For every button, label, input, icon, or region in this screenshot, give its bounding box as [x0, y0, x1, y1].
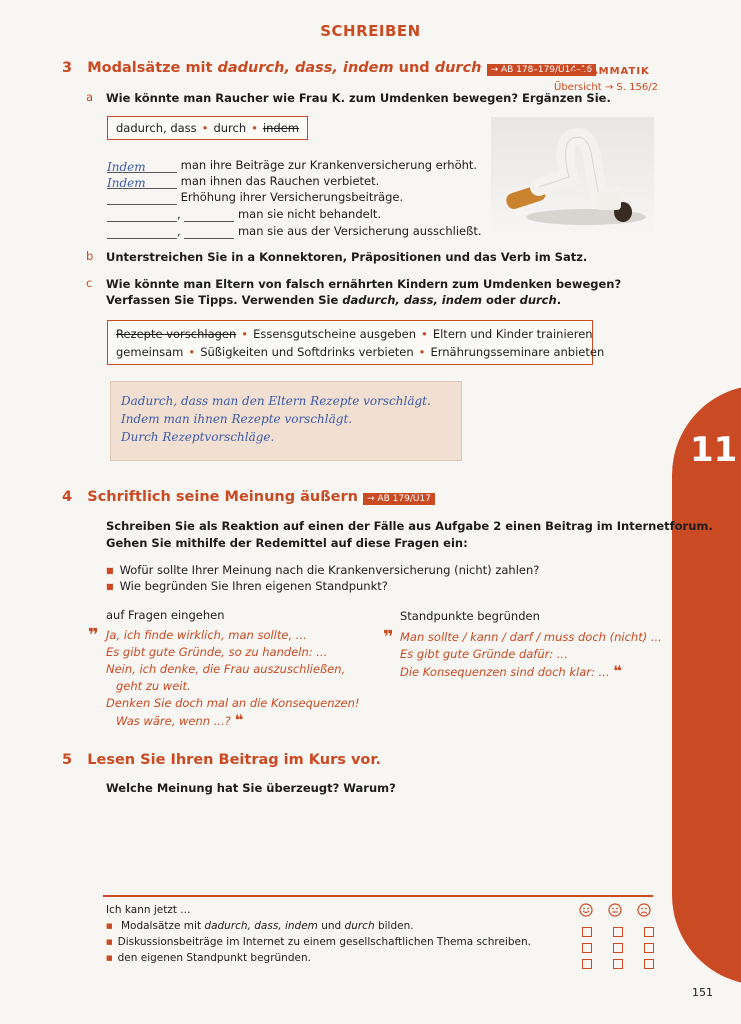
smiley-sad-icon [637, 902, 651, 921]
ex3-number: 3 [62, 60, 73, 76]
fill-line-3: Erhöhung ihrer Versicherungsbeiträge. [107, 189, 403, 205]
note-line-1: Dadurch, dass man den Eltern Rezepte vorschlägt. [121, 394, 431, 408]
checkbox-icon[interactable] [644, 959, 654, 969]
checkbox-icon[interactable] [613, 927, 623, 937]
ex3-title: 3 Modalsätze mit dadurch, dass, indem und durch → AB 178–179/Ü14–16 [62, 60, 596, 76]
page-number: 151 [692, 986, 713, 999]
can-do-divider [103, 895, 653, 897]
checkbox-icon[interactable] [644, 927, 654, 937]
note-line-3: Durch Rezeptvorschläge. [121, 430, 275, 444]
tips-row-2: gemeinsam • Süßigkeiten und Softdrinks verbieten • Ernährungsseminare anbieten [116, 345, 605, 359]
ex3c-label: c [86, 276, 93, 290]
phrases-col1-heading: auf Fragen eingehen [106, 608, 225, 622]
smiley-happy-icon [579, 902, 593, 921]
ex4-intro-1: Schreiben Sie als Reaktion auf einen der Fälle aus Aufgabe 2 einen Beitrag im Internetforum. [106, 519, 713, 533]
ex3b-instruction: Unterstreichen Sie in a Konnektoren, Präpositionen und das Verb im Satz. [106, 250, 588, 264]
ex5-number: 5 [62, 752, 73, 768]
close-quote-1: ❝ [234, 711, 244, 729]
close-quote-2: ❝ [613, 662, 622, 680]
fill-line-1: Indem man ihre Beiträge zur Krankenversicherung erhöht. [107, 158, 478, 174]
chapter-tab [672, 385, 741, 985]
cigarette-photo [491, 117, 654, 236]
open-quote-2: ❞ [383, 627, 394, 648]
example-note [110, 381, 462, 461]
note-line-2: Indem man ihnen Rezepte vorschlägt. [121, 412, 353, 426]
ex3a-instruction: Wie könnte man Raucher wie Frau K. zum Umdenken bewegen? Ergänzen Sie. [106, 91, 611, 105]
word-box: dadurch, dass • durch • indem [107, 116, 308, 140]
grammar-ref[interactable]: Übersicht → S. 156/2 [554, 82, 658, 93]
ex3c-instruction-1: Wie könnte man Eltern von falsch ernährten Kindern zum Umdenken bewegen? [106, 277, 622, 291]
fill-line-2: Indem man ihnen das Rauchen verbietet. [107, 174, 380, 190]
ex4-intro-2: Gehen Sie mithilfe der Redemittel auf diese Fragen ein: [106, 536, 468, 550]
checkbox-grid [582, 922, 657, 970]
checkbox-icon[interactable] [582, 927, 592, 937]
checkbox-icon[interactable] [644, 943, 654, 953]
grammar-label: GRAMMATIK [572, 66, 650, 77]
ex4-bullet-2: ■ Wie begründen Sie Ihren eigenen Standpunkt? [106, 578, 388, 595]
can-do-heading: Ich kann jetzt ... [106, 904, 191, 916]
ex5-text: Welche Meinung hat Sie überzeugt? Warum? [106, 781, 396, 795]
ex4-number: 4 [62, 489, 73, 505]
smiley-neutral-icon [608, 902, 622, 921]
chapter-number: 11 [690, 430, 738, 470]
phrases-col2-heading: Standpunkte begründen [400, 609, 540, 623]
can-do-item-3: ■ den eigenen Standpunkt begründen. [106, 952, 311, 964]
can-do-item-2: ■ Diskussionsbeiträge im Internet zu einem gesellschaftlichen Thema schreiben. [106, 936, 531, 948]
checkbox-icon[interactable] [582, 959, 592, 969]
phrases-col1: Ja, ich finde wirklich, man sollte, ... Es gibt gute Gründe, so zu handeln: ... Nein, ich denke, die Frau auszuschließen, geht zu weit. Denken Sie doch mal an die Konsequenzen! Was wäre, wenn ...? ❝ [106, 628, 360, 729]
tips-box [107, 320, 605, 365]
workbook-ref[interactable]: → AB 178–179/Ü14–16 [487, 64, 596, 76]
ex3b-label: b [86, 249, 94, 263]
ex3c-instruction-2: Verfassen Sie Tipps. Verwenden Sie dadurch, dass, indem oder durch. [106, 293, 562, 307]
ex5-title: 5 Lesen Sie Ihren Beitrag im Kurs vor. [62, 752, 381, 768]
phrases-col2: Man sollte / kann / darf / muss doch (nicht) ... Es gibt gute Gründe dafür: ... Die Konsequenzen sind doch klar: ... ❝ [400, 630, 662, 680]
page-title: SCHREIBEN [320, 22, 421, 40]
checkbox-icon[interactable] [613, 959, 623, 969]
open-quote-1: ❞ [88, 625, 99, 646]
workbook-ref[interactable]: → AB 179/Ü17 [363, 493, 435, 505]
fill-line-4: , man sie nicht behandelt. [107, 206, 381, 222]
checkbox-icon[interactable] [613, 943, 623, 953]
ex4-title: 4 Schriftlich seine Meinung äußern → AB 179/Ü17 [62, 489, 435, 505]
fill-line-5: , man sie aus der Versicherung ausschließt. [107, 223, 482, 239]
ex4-bullet-1: ■ Wofür sollte Ihrer Meinung nach die Krankenversicherung (nicht) zahlen? [106, 562, 539, 579]
tips-row-1: Rezepte vorschlagen • Essensgutscheine ausgeben • Eltern und Kinder trainieren [116, 327, 593, 341]
checkbox-icon[interactable] [582, 943, 592, 953]
can-do-item-1: ■ Modalsätze mit dadurch, dass, indem und durch bilden. [106, 920, 414, 932]
ex3a-label: a [86, 90, 94, 104]
